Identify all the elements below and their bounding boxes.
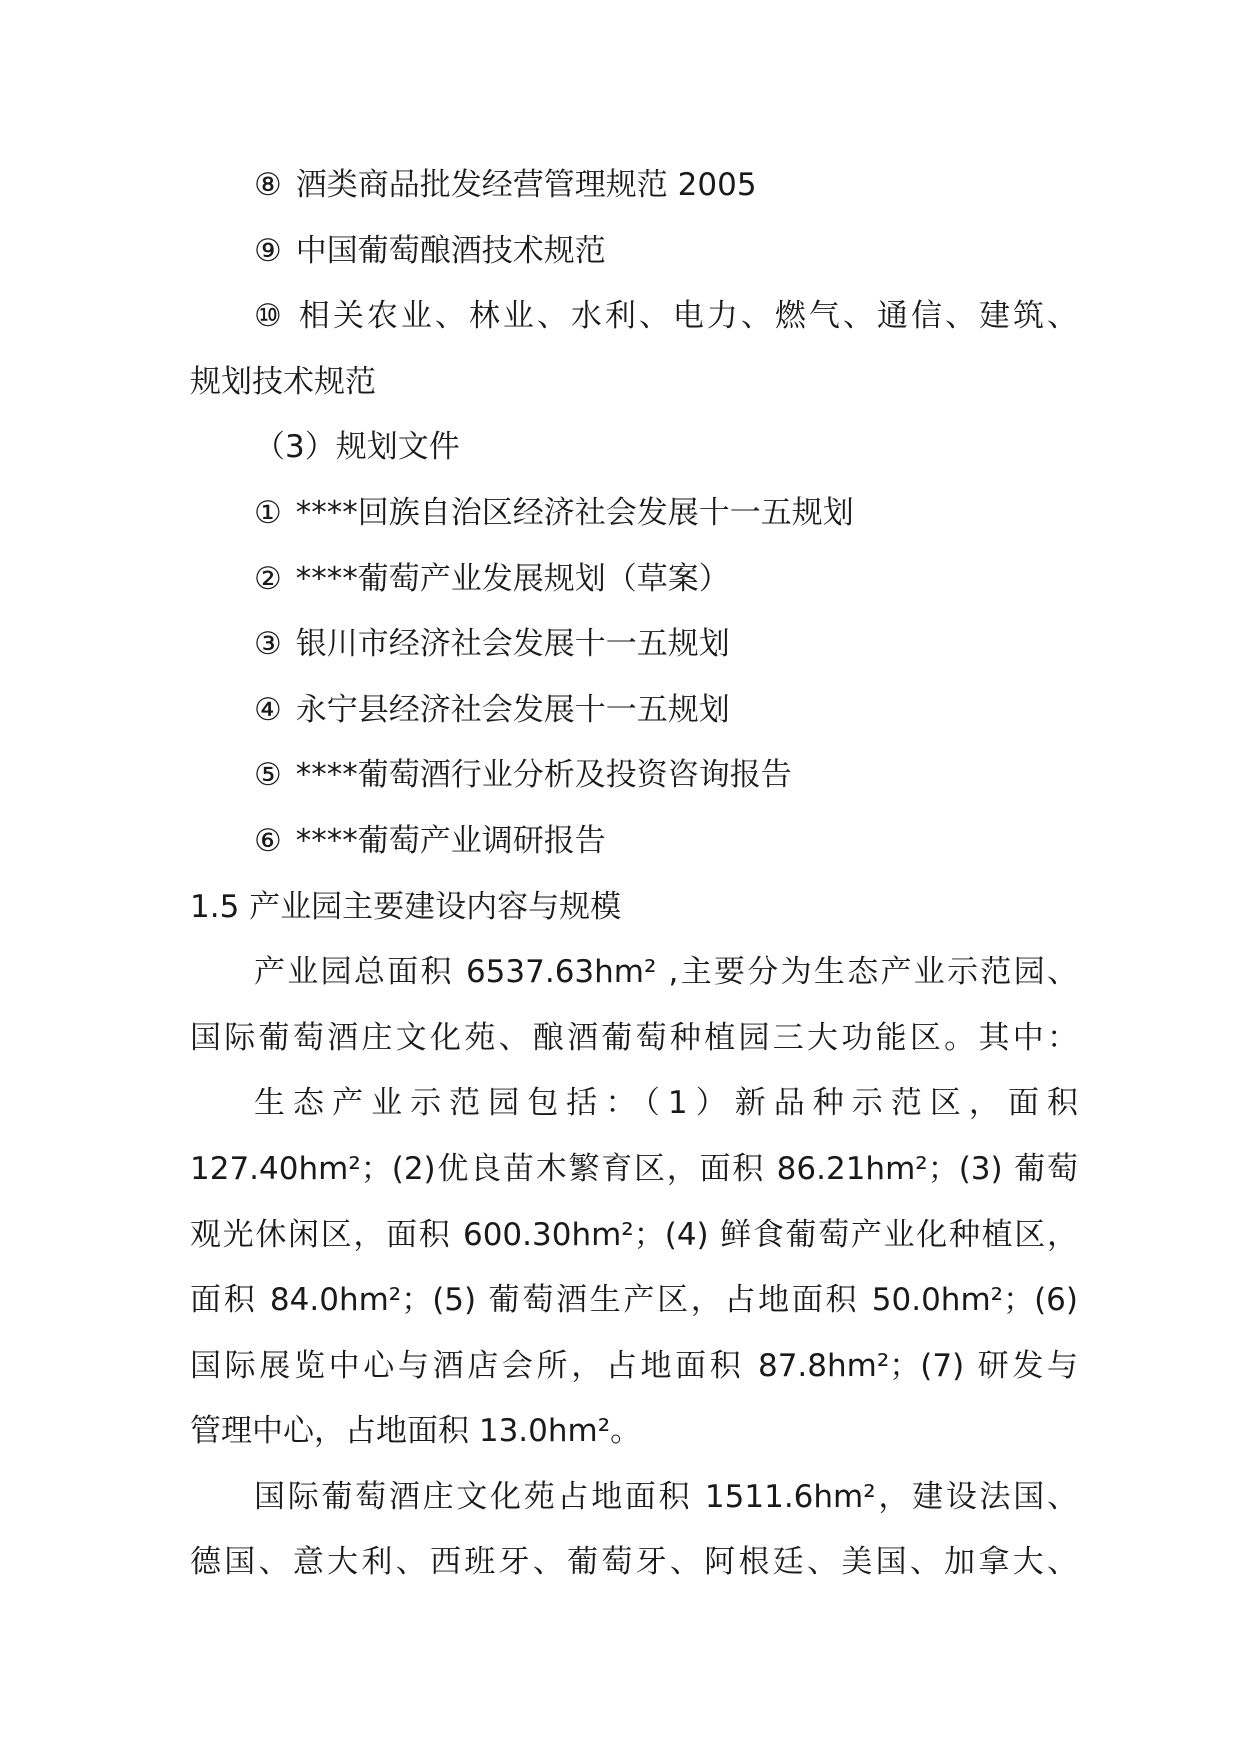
item-number: ⑨ [254, 232, 282, 269]
paragraph-2-line: 生态产业示范园包括：（1）新品种示范区，面积 [254, 1085, 1078, 1122]
list-item-10-continuation: 规划技术规范 [190, 363, 376, 400]
paragraph-3-line: 国际葡萄酒庄文化苑占地面积 1511.6hm²，建设法国、 [254, 1478, 1078, 1515]
paragraph-2-line: 管理中心，占地面积 13.0hm²。 [190, 1413, 642, 1450]
item-text: 中国葡萄酿酒技术规范 [295, 232, 606, 269]
item-number: ⑤ [254, 757, 282, 794]
list-item-4 [190, 678, 1078, 744]
item-text: ****葡萄产业调研报告 [295, 822, 606, 859]
item-text: 永宁县经济社会发展十一五规划 [295, 691, 730, 728]
paragraph-2-line: 面积 84.0hm²；(5) 葡萄酒生产区，占地面积 50.0hm²；(6) [190, 1282, 1078, 1319]
list-item-1 [190, 481, 1078, 547]
paragraph-3-line: 德国、意大利、西班牙、葡萄牙、阿根廷、美国、加拿大、 [190, 1544, 1078, 1581]
item-number: ③ [254, 626, 282, 663]
list-item-5 [190, 743, 1078, 809]
paragraph-1-line: 国际葡萄酒庄文化苑、酿酒葡萄种植园三大功能区。其中： [190, 1019, 1078, 1056]
list-item-6 [190, 809, 1078, 875]
item-text: ****回族自治区经济社会发展十一五规划 [295, 494, 854, 531]
page-body [190, 153, 1078, 1596]
paragraph-2-line: 127.40hm²；(2)优良苗木繁育区，面积 86.21hm²；(3) 葡萄 [190, 1150, 1078, 1187]
paragraph-2-line: 观光休闲区，面积 600.30hm²；(4) 鲜食葡萄产业化种植区， [190, 1216, 1078, 1253]
item-number: ① [254, 494, 282, 531]
item-text: 相关农业、林业、水利、电力、燃气、通信、建筑、 [295, 298, 1078, 335]
item-text: 酒类商品批发经营管理规范 2005 [295, 167, 757, 203]
item-text: 银川市经济社会发展十一五规划 [295, 626, 730, 663]
list-item-9 [190, 219, 1078, 285]
item-number: ⑥ [254, 822, 282, 859]
list-item-2 [190, 547, 1078, 613]
item-text: ****葡萄酒行业分析及投资咨询报告 [295, 757, 792, 794]
item-number: ② [254, 560, 282, 597]
item-number: ④ [254, 691, 282, 728]
item-text: ****葡萄产业发展规划（草案） [295, 560, 730, 597]
item-number: ⑧ [254, 167, 282, 203]
paragraph-2-line: 国际展览中心与酒店会所，占地面积 87.8hm²；(7) 研发与 [190, 1347, 1078, 1384]
paragraph-1-line: 产业园总面积 6537.63hm² ,主要分为生态产业示范园、 [254, 954, 1078, 991]
section-heading: 1.5 产业园主要建设内容与规模 [190, 888, 622, 925]
list-item-8 [190, 153, 1078, 219]
list-item-3 [190, 612, 1078, 678]
list-item-10 [190, 284, 1078, 350]
subsection-heading: （3）规划文件 [254, 429, 460, 466]
item-number: ⑩ [254, 298, 282, 335]
